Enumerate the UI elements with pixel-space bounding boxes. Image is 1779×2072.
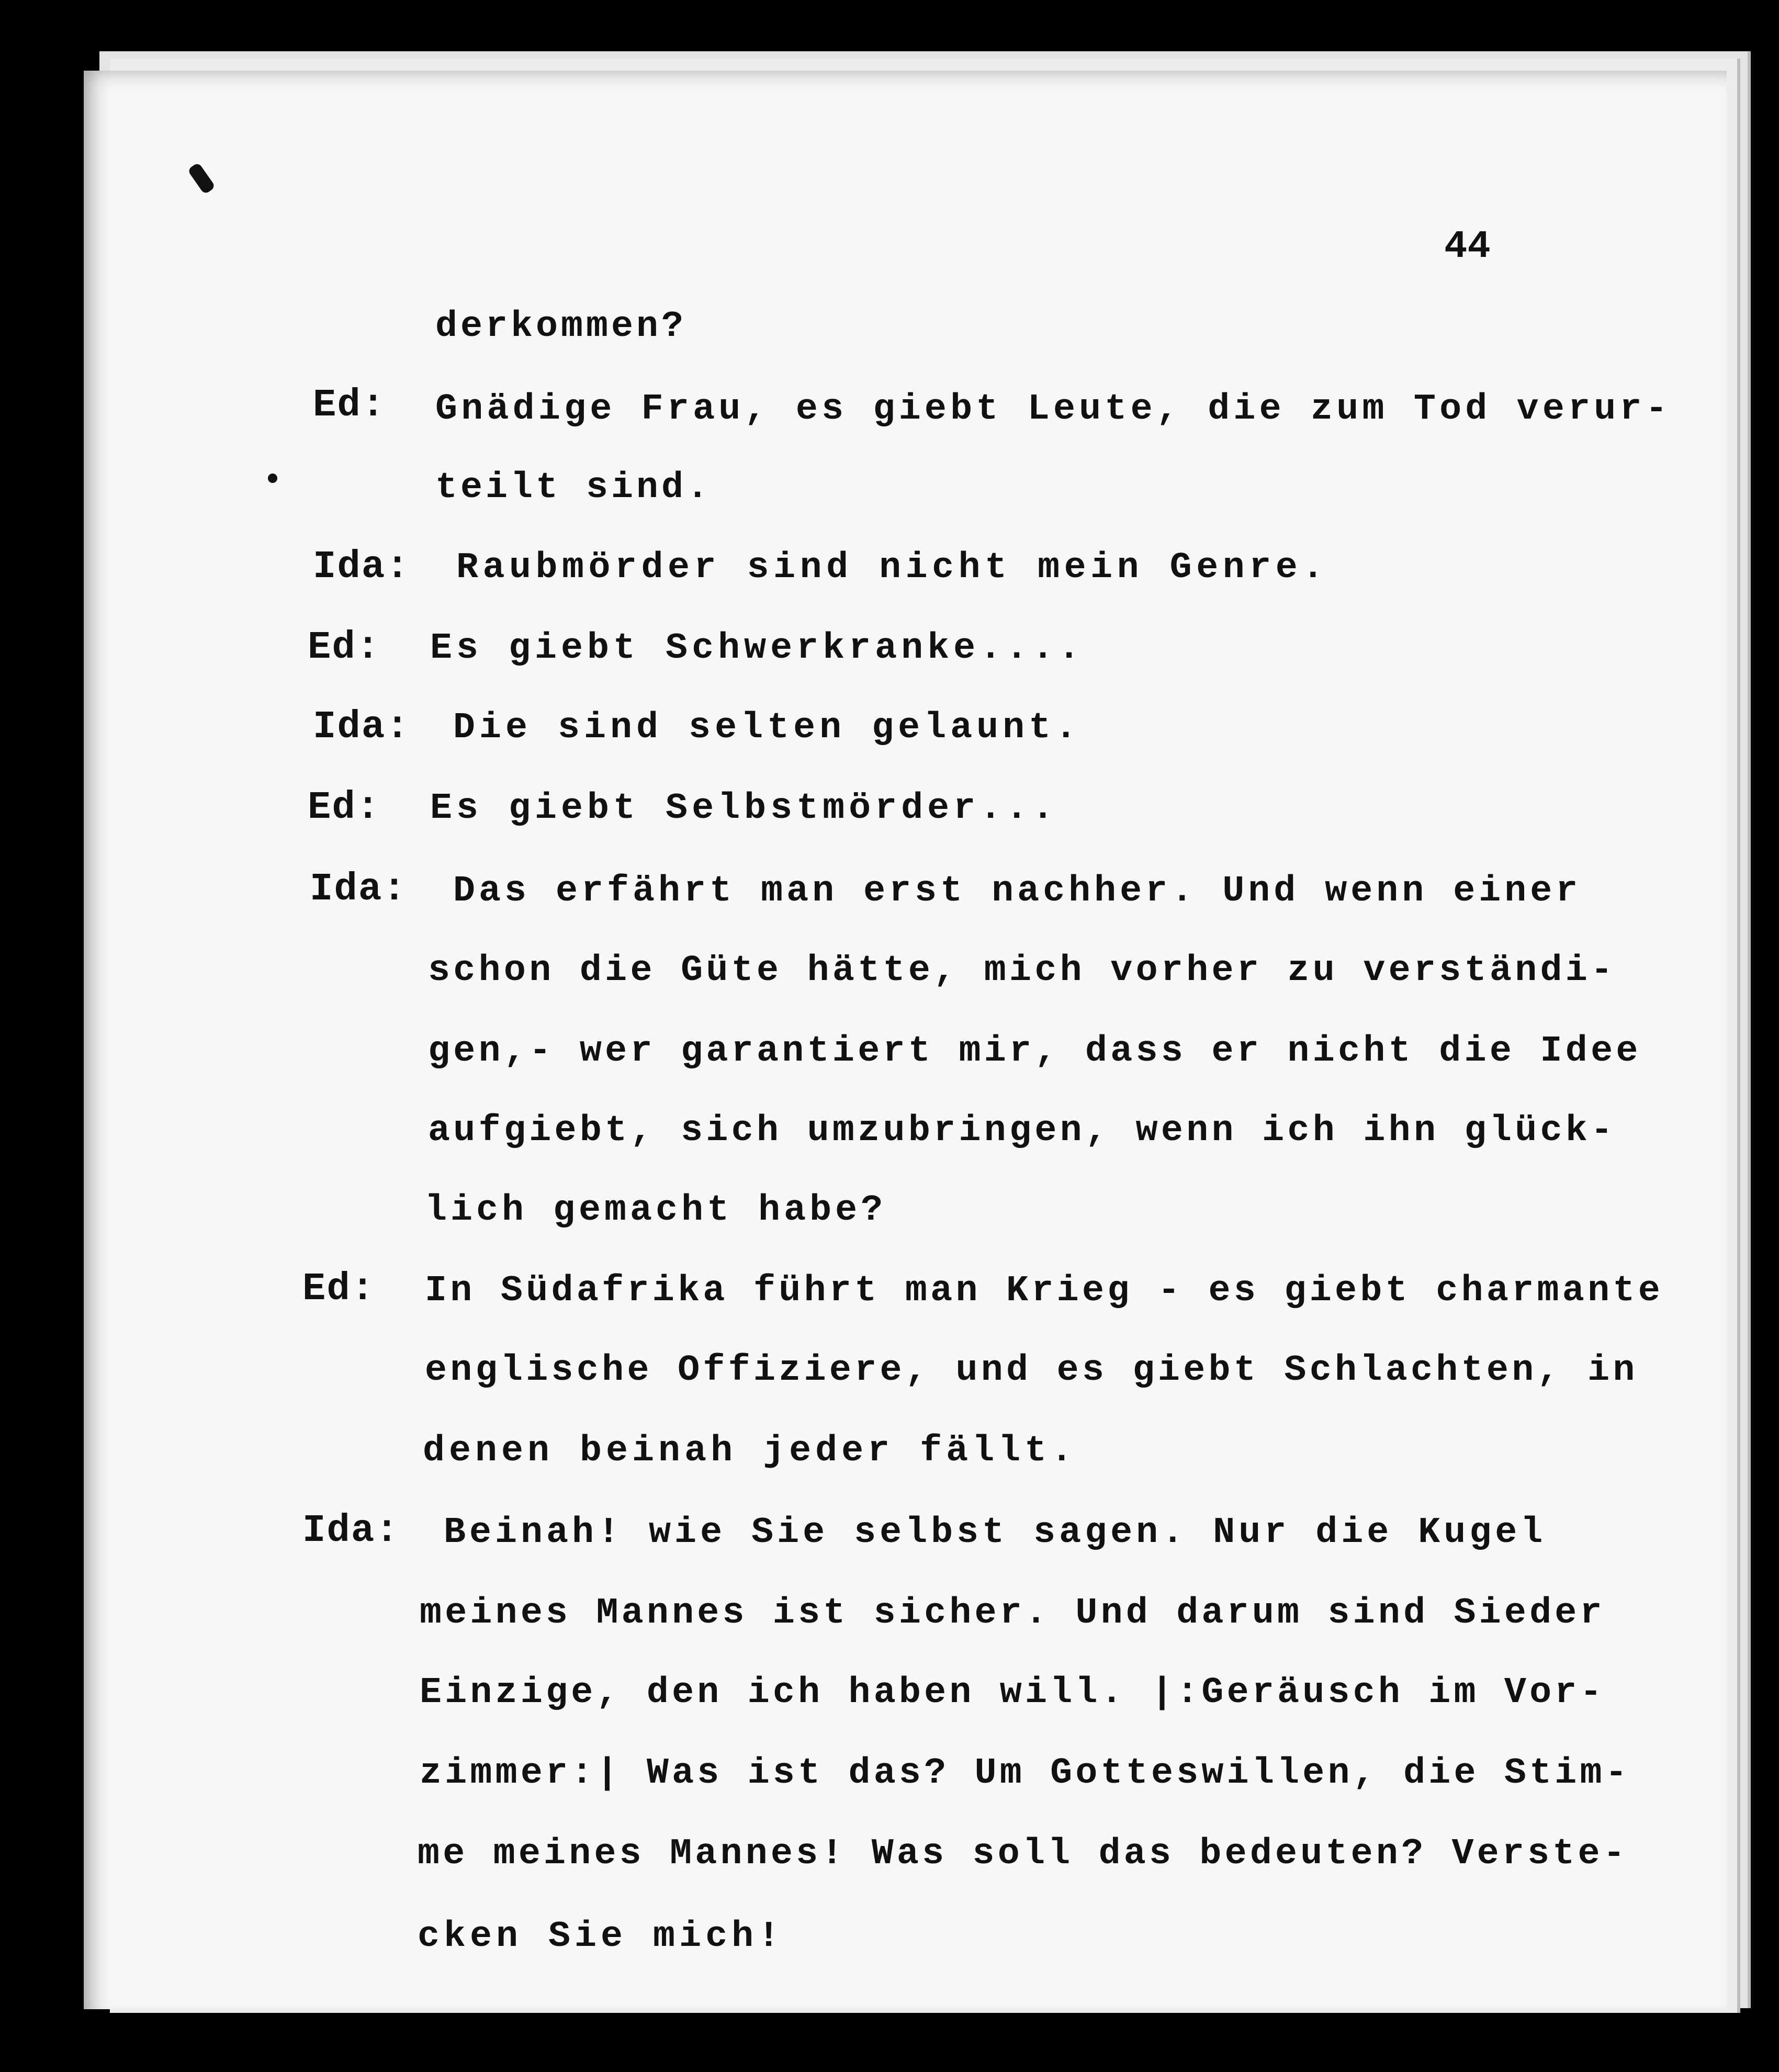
text-line: zimmer:| Was ist das? Um Gotteswillen, die Stim- (420, 1753, 1630, 1794)
text-line: Einzige, den ich haben will. |:Geräusch im Vor- (420, 1672, 1605, 1714)
text-line: denen beinah jeder fällt. (423, 1431, 1077, 1472)
text-line: lich gemacht habe? (425, 1190, 887, 1231)
speaker-label: Ed: (313, 384, 386, 427)
page-number: 44 (1444, 225, 1491, 269)
text-line: Das erfährt man erst nachher. Und wenn einer (453, 871, 1582, 912)
speaker-label: Ed: (302, 1267, 376, 1311)
text-line: aufgiebt, sich umzubringen, wenn ich ihn glück- (428, 1110, 1616, 1152)
text-line: Die sind selten gelaunt. (453, 707, 1082, 749)
text-line: derkommen? (435, 306, 687, 347)
text-line: schon die Güte hätte, mich vorher zu verständi- (428, 950, 1616, 992)
ink-dot (268, 474, 277, 483)
text-line: englische Offiziere, und es giebt Schlachten, in (425, 1350, 1638, 1391)
text-line: Raubmörder sind nicht mein Genre. (456, 547, 1328, 589)
text-line: cken Sie mich! (418, 1916, 784, 1957)
text-line: teilt sind. (435, 467, 712, 509)
text-line: Gnädige Frau, es giebt Leute, die zum Tod verur- (435, 389, 1671, 430)
text-line: Es giebt Selbstmörder... (430, 788, 1059, 829)
speaker-label: Ida: (310, 868, 407, 911)
text-line: Es giebt Schwerkranke.... (430, 628, 1085, 669)
text-line: Beinah! wie Sie selbst sagen. Nur die Kugel (444, 1512, 1547, 1553)
text-line: gen,- wer garantiert mir, dass er nicht die Idee (428, 1031, 1641, 1072)
speaker-label: Ed: (308, 786, 381, 830)
speaker-label: Ida: (313, 545, 410, 589)
text-line: me meines Mannes! Was soll das bedeuten? Verste- (418, 1833, 1628, 1875)
text-line: In Südafrika führt man Krieg - es giebt charmante (425, 1270, 1664, 1312)
speaker-label: Ida: (313, 705, 410, 749)
text-line: meines Mannes ist sicher. Und darum sind Sieder (420, 1593, 1605, 1634)
speaker-label: Ed: (308, 626, 381, 670)
speaker-label: Ida: (302, 1509, 400, 1553)
